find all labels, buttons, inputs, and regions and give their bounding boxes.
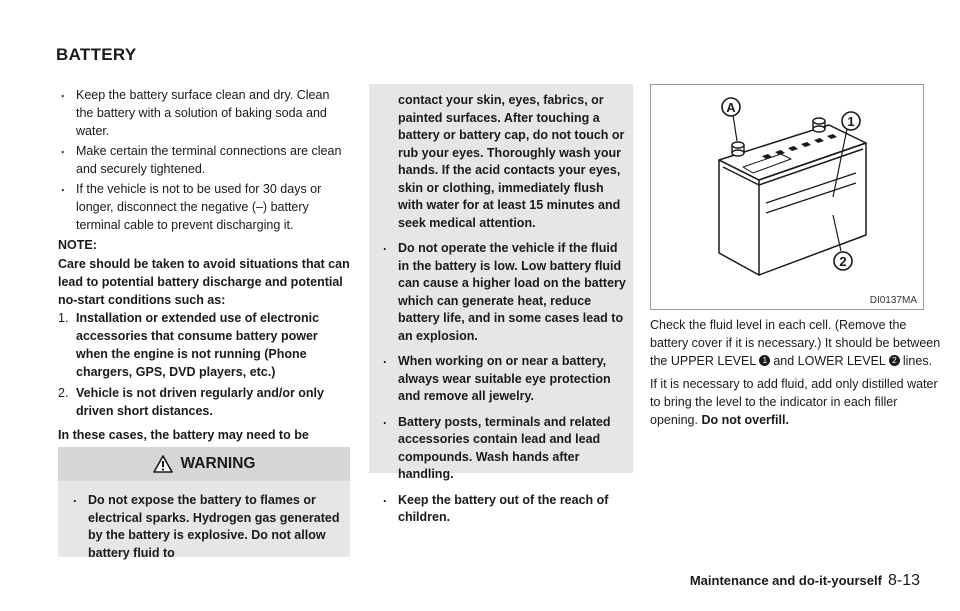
warning-item: . Do not expose the battery to flames or electrical sparks. Hydrogen gas generated by the battery is explosive. Do not allow battery fluid to	[70, 492, 340, 562]
list-item: . If the vehicle is not to be used for 30 days or longer, disconnect the negative (–) battery terminal cable to prevent discharging it.	[58, 180, 350, 234]
note-text: Care should be taken to avoid situations that can lead to potential battery discharge and potential no-start conditions such as:	[58, 257, 350, 307]
battery-diagram	[651, 85, 923, 309]
warning-item: . When working on or near a battery, always wear suitable eye protection and remove all jewelry.	[380, 353, 626, 406]
right-column	[650, 316, 942, 434]
warning-title: WARNING	[180, 455, 256, 472]
battery-illustration	[650, 84, 924, 310]
callout-2-ref: 2	[889, 355, 900, 366]
list-item-text: Vehicle is not driven regularly and/or only driven short distances.	[76, 386, 324, 418]
warning-item: . Keep the battery out of the reach of children.	[380, 492, 626, 527]
do-not-overfill: Do not overfill.	[701, 413, 789, 427]
battery-health-note: In these cases, the battery may need to be	[58, 428, 309, 442]
list-item: . Make certain the terminal connections are clean and securely tightened.	[58, 142, 350, 178]
list-item-text: Installation or extended use of electronic accessories that consume battery power when the engine is not running (Phone chargers, GPS, DVD players, etc.)	[76, 311, 320, 379]
page-footer	[690, 572, 920, 590]
left-column	[58, 86, 350, 462]
warning-item: . Do not operate the vehicle if the fluid in the battery is low. Low battery fluid can cause a higher load on the battery which can generate heat, reduce battery life, and in some cases lead to an explosion.	[380, 240, 626, 345]
add-fluid-text: If it is necessary to add fluid, add only distilled water to bring the level to the indicator in each filler opening.	[650, 377, 938, 427]
maintenance-bullet-list	[58, 86, 350, 234]
callout-1-ref: 1	[759, 355, 770, 366]
figure-caption: DI0137MA	[869, 295, 917, 306]
list-item: . Keep the battery surface clean and dry. Clean the battery with a solution of baking soda and water.	[58, 86, 350, 140]
warning-text-part1	[70, 492, 340, 570]
callout-1	[842, 112, 860, 130]
fluid-check-text-start: Check the fluid level in each cell. (Remove the battery cover if it is necessary.) It should be between the UPPER LEVEL	[650, 318, 941, 368]
fluid-check-text-end: lines.	[902, 354, 933, 368]
svg-text:2: 2	[839, 254, 847, 269]
section-title: BATTERY	[56, 45, 137, 64]
note-numbered-list	[58, 309, 350, 420]
fluid-check-paragraph	[650, 316, 942, 370]
footer-section: Maintenance and do-it-yourself	[689, 573, 882, 588]
svg-text:A: A	[726, 100, 736, 115]
warning-item: . Battery posts, terminals and related accessories contain lead and lead compounds. Wash hands after handling.	[380, 414, 626, 484]
list-item	[58, 309, 350, 381]
svg-text:1: 1	[847, 114, 855, 129]
note-label: NOTE:	[58, 238, 97, 252]
warning-header	[58, 447, 350, 481]
add-fluid-paragraph	[650, 375, 942, 429]
warning-text-continued	[380, 92, 626, 535]
warning-item-continuation: contact your skin, eyes, fabrics, or painted surfaces. After touching a battery or battery cap, do not touch or rub your eyes. Thoroughly wash your hands. If the acid contacts your eyes, skin or clothing, immediately flush with water for at least 15 minutes and seek medical attention.	[398, 93, 625, 230]
warning-icon	[153, 455, 173, 473]
list-number: 1.	[58, 311, 69, 325]
list-number: 2.	[58, 386, 69, 400]
page-number: 8-13	[887, 572, 920, 589]
callout-2	[834, 252, 852, 270]
fluid-check-text-mid: and LOWER LEVEL	[773, 354, 886, 368]
callout-a	[722, 98, 740, 116]
list-item	[58, 384, 350, 420]
